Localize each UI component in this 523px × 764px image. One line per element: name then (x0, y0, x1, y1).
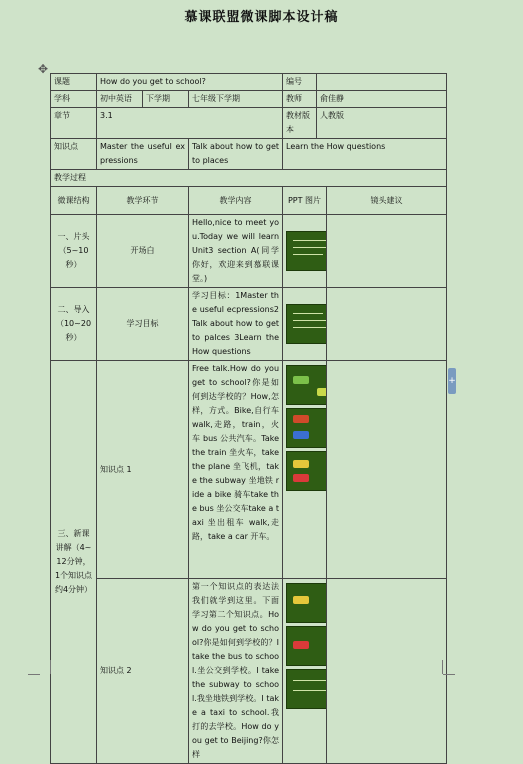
content-kp2[interactable]: 第一个知识点的表达法我们就学到这里。下面学习第二个知识点。How do you get to school?你是如何到学校的？I take the bus to school.坐公交到学校。I take the subway to school.我坐地铁到学校。I take a taxi to school.我打的去学校。How do you get to Beijing?你怎样 (189, 579, 283, 764)
header-ppt: PPT 图片 (283, 187, 327, 215)
course-value[interactable]: How do you get to school? (97, 74, 283, 91)
side-expand-tab[interactable]: + (448, 368, 456, 394)
knowledge-point-2[interactable]: Talk about how to get to places (189, 139, 283, 170)
teacher-value[interactable]: 俞佳静 (317, 91, 447, 108)
header-stage: 教学环节 (97, 187, 189, 215)
shot-kp1[interactable] (327, 361, 447, 579)
label-knowledge-point: 知识点 (51, 139, 97, 170)
ppt-thumbnail[interactable] (286, 231, 327, 271)
ppt-opening[interactable] (283, 215, 327, 288)
table-move-handle-icon[interactable]: ✥ (38, 62, 49, 76)
stage-kp1[interactable]: 知识点 1 (97, 361, 189, 579)
semester-value[interactable]: 下学期 (143, 91, 189, 108)
structure-opening: 一、片头（5~10秒） (51, 215, 97, 288)
label-edition: 教材版本 (283, 108, 317, 139)
process-label: 教学过程 (51, 170, 447, 187)
label-course: 课题 (51, 74, 97, 91)
ppt-thumbnail[interactable] (286, 583, 327, 623)
ppt-thumbnail[interactable] (286, 408, 327, 448)
chapter-value[interactable]: 3.1 (97, 108, 283, 139)
ppt-thumbnail[interactable] (286, 365, 327, 405)
shot-kp2[interactable] (327, 579, 447, 764)
ppt-thumbnail[interactable] (286, 304, 327, 344)
crop-mark (443, 674, 455, 685)
subject-value[interactable]: 初中英语 (97, 91, 143, 108)
crop-mark (442, 660, 453, 674)
ppt-thumbnail[interactable] (286, 626, 327, 666)
stage-opening[interactable]: 开场白 (97, 215, 189, 288)
structure-new-lesson: 三、新课讲解（4~12分钟，1个知识点约4分钟） (51, 361, 97, 764)
stage-kp2[interactable]: 知识点 2 (97, 579, 189, 764)
ppt-thumbnail[interactable] (286, 451, 327, 491)
ppt-kp1[interactable] (283, 361, 327, 579)
page-title: 慕课联盟微课脚本设计稿 (184, 10, 339, 25)
header-content: 教学内容 (189, 187, 283, 215)
ppt-thumbnail[interactable] (286, 669, 327, 709)
label-chapter: 章节 (51, 108, 97, 139)
knowledge-point-1[interactable]: Master the useful expressions (97, 139, 189, 170)
edition-value[interactable]: 人教版 (317, 108, 447, 139)
script-design-table (50, 73, 447, 764)
label-no: 编号 (283, 74, 317, 91)
label-teacher: 教师 (283, 91, 317, 108)
ppt-kp2[interactable] (283, 579, 327, 764)
label-subject: 学科 (51, 91, 97, 108)
content-kp1[interactable]: Free talk.How do you get to school?你是如何到达学校的？How,怎样，方式。Bike,自行车walk,走路，train，火车 bus 公共汽车。Take the train 坐火车，take the plane 坐飞机，take the subway 坐地铁 ride a bike 骑车take the bus 坐公交车take a taxi 坐出租车 walk,走路，take a car 开车。 (189, 361, 283, 579)
grade-value[interactable]: 七年级下学期 (189, 91, 283, 108)
header-shot: 镜头建议 (327, 187, 447, 215)
shot-intro[interactable] (327, 288, 447, 361)
ppt-intro[interactable] (283, 288, 327, 361)
crop-mark (40, 660, 51, 674)
structure-intro: 二、导入（10~20秒） (51, 288, 97, 361)
no-value[interactable] (317, 74, 447, 91)
content-opening[interactable]: Hello,nice to meet you.Today we will learn Unit3 section A(同学你好，欢迎来到慕联课堂。) (189, 215, 283, 288)
header-structure: 微课结构 (51, 187, 97, 215)
knowledge-point-3[interactable]: Learn the How questions (283, 139, 447, 170)
crop-mark (28, 674, 40, 685)
content-intro[interactable]: 学习目标：1Master the useful ecpressions2Talk about how to get to palces 3Learn the How questions (189, 288, 283, 361)
stage-intro[interactable]: 学习目标 (97, 288, 189, 361)
shot-opening[interactable] (327, 215, 447, 288)
